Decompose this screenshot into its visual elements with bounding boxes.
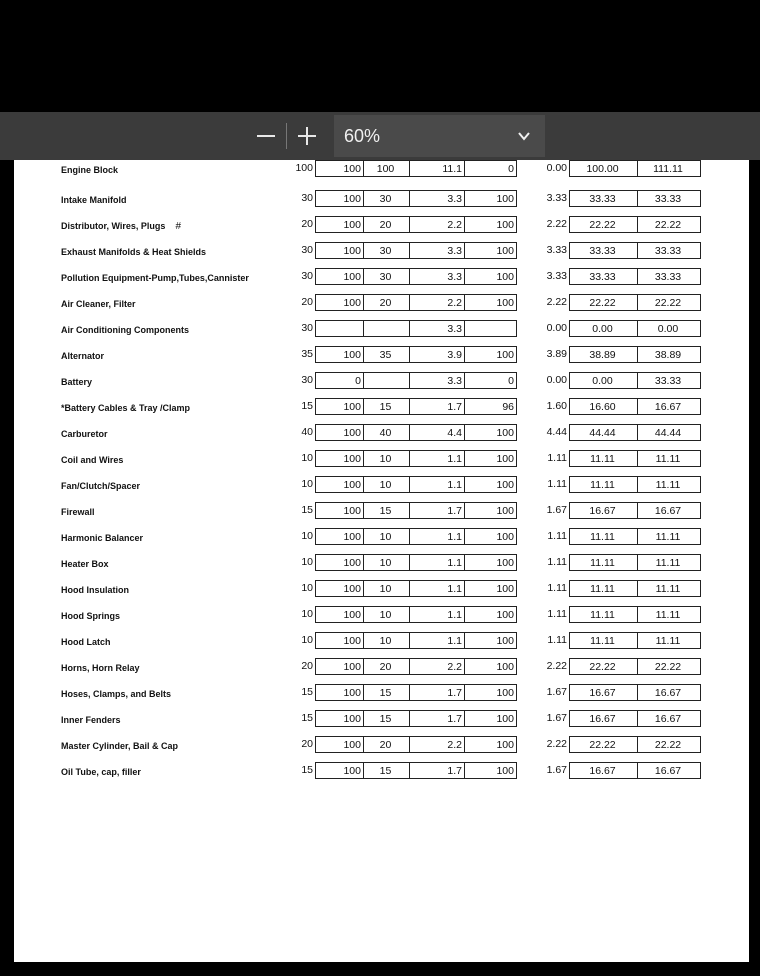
- cell-col-b: 100: [316, 528, 364, 545]
- cell-col-e: 100: [465, 580, 517, 597]
- cell-col-a: 20: [284, 216, 316, 233]
- cell-col-a: 15: [284, 684, 316, 701]
- cell-col-h: 11.11: [638, 580, 701, 597]
- cell-col-h: 22.22: [638, 736, 701, 753]
- cell-col-e: 100: [465, 658, 517, 675]
- cell-col-d: 1.7: [410, 762, 465, 779]
- cell-col-c: 10: [364, 528, 410, 545]
- row-label-text: Intake Manifold: [61, 195, 127, 205]
- cell-col-e: 96: [465, 398, 517, 415]
- table-row: [14, 762, 749, 788]
- cell-col-a: 15: [284, 710, 316, 727]
- cell-col-h: 33.33: [638, 242, 701, 259]
- table-row: [14, 372, 749, 398]
- cell-col-f: 3.89: [522, 346, 570, 363]
- cell-col-h: 11.11: [638, 632, 701, 649]
- cell-col-g: 0.00: [570, 372, 638, 389]
- cell-col-e: 100: [465, 710, 517, 727]
- cell-col-a: 10: [284, 580, 316, 597]
- cell-col-e: 100: [465, 736, 517, 753]
- cell-col-b: 100: [316, 710, 364, 727]
- table-row: [14, 554, 749, 580]
- cell-col-c: 15: [364, 502, 410, 519]
- cell-col-a: 10: [284, 476, 316, 493]
- cell-col-e: 100: [465, 242, 517, 259]
- cell-col-b: 100: [316, 398, 364, 415]
- row-label: [61, 767, 141, 777]
- cell-col-a: 10: [284, 528, 316, 545]
- cell-col-c: 10: [364, 450, 410, 467]
- cell-col-f: 1.11: [522, 450, 570, 467]
- cell-col-f: 3.33: [522, 190, 570, 207]
- cell-col-h: 11.11: [638, 554, 701, 571]
- cell-col-h: 16.67: [638, 502, 701, 519]
- cell-col-c: [364, 372, 410, 389]
- table-row: [14, 710, 749, 736]
- cell-col-a: 30: [284, 268, 316, 285]
- row-label-text: Alternator: [61, 351, 105, 361]
- cell-col-f: 0.00: [522, 160, 570, 177]
- cell-col-f: 1.67: [522, 684, 570, 701]
- cell-col-e: [465, 320, 517, 337]
- cell-col-d: 1.1: [410, 606, 465, 623]
- cell-col-g: 16.67: [570, 762, 638, 779]
- plus-icon: [297, 126, 317, 146]
- row-label-text: Fan/Clutch/Spacer: [61, 481, 141, 491]
- cell-col-b: 100: [316, 268, 364, 285]
- cell-col-d: 11.1: [410, 160, 465, 177]
- pdf-toolbar: [0, 112, 760, 160]
- table-row: [14, 160, 749, 186]
- row-note-mark: #: [175, 221, 181, 232]
- cell-col-b: 100: [316, 190, 364, 207]
- table-row: [14, 580, 749, 606]
- cell-col-c: 35: [364, 346, 410, 363]
- cell-col-e: 100: [465, 684, 517, 701]
- cell-col-f: 1.67: [522, 762, 570, 779]
- cell-col-g: 11.11: [570, 528, 638, 545]
- cell-col-c: 20: [364, 658, 410, 675]
- row-label: [61, 455, 123, 465]
- row-label: [61, 403, 190, 413]
- chevron-down-icon: [517, 129, 531, 143]
- cell-col-c: 15: [364, 710, 410, 727]
- cell-col-e: 100: [465, 216, 517, 233]
- cell-col-c: [364, 320, 410, 337]
- zoom-level-select[interactable]: [334, 115, 545, 157]
- row-label: [61, 533, 143, 543]
- cell-col-b: 100: [316, 606, 364, 623]
- cell-col-c: 15: [364, 762, 410, 779]
- cell-col-h: 0.00: [638, 320, 701, 337]
- cell-col-g: 33.33: [570, 242, 638, 259]
- cell-col-g: 33.33: [570, 268, 638, 285]
- cell-col-e: 100: [465, 606, 517, 623]
- cell-col-a: 20: [284, 294, 316, 311]
- cell-col-a: 20: [284, 736, 316, 753]
- cell-col-g: 38.89: [570, 346, 638, 363]
- cell-col-b: 100: [316, 502, 364, 519]
- cell-col-f: 2.22: [522, 658, 570, 675]
- cell-col-c: 15: [364, 398, 410, 415]
- cell-col-d: 1.7: [410, 398, 465, 415]
- cell-col-h: 11.11: [638, 606, 701, 623]
- row-label-text: Battery: [61, 377, 93, 387]
- cell-col-e: 100: [465, 502, 517, 519]
- cell-col-a: 30: [284, 372, 316, 389]
- cell-col-d: 2.2: [410, 216, 465, 233]
- cell-col-g: 16.67: [570, 684, 638, 701]
- row-label: [61, 221, 181, 232]
- table-row: [14, 476, 749, 502]
- row-label-text: Pollution Equipment-Pump,Tubes,Cannister: [61, 273, 249, 283]
- zoom-out-button[interactable]: [248, 118, 284, 154]
- cell-col-g: 16.67: [570, 502, 638, 519]
- cell-col-b: [316, 320, 364, 337]
- row-label-text: Engine Block: [61, 165, 119, 175]
- cell-col-a: 15: [284, 398, 316, 415]
- cell-col-f: 2.22: [522, 736, 570, 753]
- cell-col-g: 16.67: [570, 710, 638, 727]
- cell-col-h: 16.67: [638, 762, 701, 779]
- cell-col-d: 2.2: [410, 736, 465, 753]
- cell-col-a: 100: [284, 160, 316, 177]
- row-label: [61, 351, 104, 361]
- cell-col-a: 15: [284, 762, 316, 779]
- row-label: [61, 165, 118, 175]
- row-label: [61, 585, 129, 595]
- cell-col-b: 100: [316, 216, 364, 233]
- cell-col-d: 1.1: [410, 580, 465, 597]
- row-label: [61, 663, 140, 673]
- cell-col-e: 100: [465, 190, 517, 207]
- cell-col-a: 20: [284, 658, 316, 675]
- row-label: [61, 273, 249, 283]
- row-label-text: Distributor, Wires, Plugs: [61, 221, 166, 231]
- cell-col-d: 3.9: [410, 346, 465, 363]
- cell-col-a: 10: [284, 606, 316, 623]
- cell-col-g: 11.11: [570, 476, 638, 493]
- row-label: [61, 325, 189, 335]
- cell-col-g: 11.11: [570, 580, 638, 597]
- table-row: [14, 502, 749, 528]
- cell-col-c: 10: [364, 476, 410, 493]
- row-label: [61, 247, 206, 257]
- cell-col-c: 100: [364, 160, 410, 177]
- cell-col-h: 38.89: [638, 346, 701, 363]
- cell-col-f: 1.11: [522, 632, 570, 649]
- cell-col-h: 16.67: [638, 398, 701, 415]
- cell-col-b: 100: [316, 242, 364, 259]
- cell-col-d: 3.3: [410, 372, 465, 389]
- table-row: [14, 528, 749, 554]
- cell-col-e: 100: [465, 554, 517, 571]
- row-label: [61, 429, 108, 439]
- cell-col-b: 100: [316, 762, 364, 779]
- cell-col-c: 15: [364, 684, 410, 701]
- cell-col-a: 35: [284, 346, 316, 363]
- cell-col-b: 0: [316, 372, 364, 389]
- table-row: [14, 736, 749, 762]
- cell-col-f: 1.60: [522, 398, 570, 415]
- minus-icon: [256, 126, 276, 146]
- cell-col-h: 22.22: [638, 216, 701, 233]
- table-row: [14, 450, 749, 476]
- cell-col-h: 33.33: [638, 372, 701, 389]
- cell-col-a: 30: [284, 190, 316, 207]
- cell-col-e: 100: [465, 632, 517, 649]
- cell-col-c: 10: [364, 606, 410, 623]
- cell-col-g: 16.60: [570, 398, 638, 415]
- cell-col-b: 100: [316, 160, 364, 177]
- cell-col-d: 2.2: [410, 294, 465, 311]
- cell-col-d: 1.1: [410, 476, 465, 493]
- table-row: [14, 242, 749, 268]
- cell-col-a: 10: [284, 554, 316, 571]
- row-label-text: Hood Latch: [61, 637, 111, 647]
- cell-col-d: 4.4: [410, 424, 465, 441]
- cell-col-e: 100: [465, 528, 517, 545]
- cell-col-d: 3.3: [410, 268, 465, 285]
- cell-col-d: 3.3: [410, 320, 465, 337]
- row-label-text: Hood Springs: [61, 611, 120, 621]
- cell-col-b: 100: [316, 346, 364, 363]
- row-label-text: Horns, Horn Relay: [61, 663, 140, 673]
- row-label: [61, 741, 178, 751]
- cell-col-b: 100: [316, 424, 364, 441]
- cell-col-e: 0: [465, 160, 517, 177]
- row-label-text: Exhaust Manifolds & Heat Shields: [61, 247, 207, 257]
- cell-col-f: 1.67: [522, 710, 570, 727]
- cell-col-f: 1.11: [522, 606, 570, 623]
- cell-col-f: 0.00: [522, 372, 570, 389]
- zoom-divider: [286, 123, 287, 149]
- row-label-text: Firewall: [61, 507, 95, 517]
- cell-col-b: 100: [316, 554, 364, 571]
- zoom-level-value: 60%: [344, 125, 381, 146]
- cell-col-g: 44.44: [570, 424, 638, 441]
- cell-col-h: 33.33: [638, 190, 701, 207]
- cell-col-f: 2.22: [522, 216, 570, 233]
- cell-col-a: 15: [284, 502, 316, 519]
- cell-col-b: 100: [316, 580, 364, 597]
- zoom-controls: [248, 112, 325, 160]
- table-row: [14, 268, 749, 294]
- row-label: [61, 481, 140, 491]
- cell-col-d: 1.7: [410, 710, 465, 727]
- cell-col-b: 100: [316, 736, 364, 753]
- cell-col-b: 100: [316, 658, 364, 675]
- cell-col-g: 11.11: [570, 632, 638, 649]
- table-row: [14, 190, 749, 216]
- cell-col-b: 100: [316, 632, 364, 649]
- cell-col-h: 22.22: [638, 294, 701, 311]
- cell-col-f: 3.33: [522, 242, 570, 259]
- cell-col-d: 1.1: [410, 632, 465, 649]
- cell-col-d: 1.7: [410, 502, 465, 519]
- cell-col-c: 10: [364, 580, 410, 597]
- row-label-text: Hood Insulation: [61, 585, 129, 595]
- cell-col-f: 1.11: [522, 528, 570, 545]
- cell-col-d: 1.1: [410, 450, 465, 467]
- cell-col-c: 20: [364, 294, 410, 311]
- row-label-text: Coil and Wires: [61, 455, 124, 465]
- cell-col-e: 100: [465, 762, 517, 779]
- cell-col-e: 100: [465, 346, 517, 363]
- cell-col-g: 22.22: [570, 736, 638, 753]
- table-row: [14, 424, 749, 450]
- cell-col-g: 11.11: [570, 554, 638, 571]
- cell-col-b: 100: [316, 684, 364, 701]
- table-row: [14, 398, 749, 424]
- row-label: [61, 715, 121, 725]
- row-label-text: *Battery Cables & Tray /Clamp: [61, 403, 191, 413]
- cell-col-a: 10: [284, 450, 316, 467]
- cell-col-b: 100: [316, 450, 364, 467]
- table-row: [14, 320, 749, 346]
- cell-col-e: 0: [465, 372, 517, 389]
- cell-col-g: 11.11: [570, 450, 638, 467]
- cell-col-h: 111.11: [638, 160, 701, 177]
- cell-col-d: 1.1: [410, 554, 465, 571]
- cell-col-f: 0.00: [522, 320, 570, 337]
- cell-col-d: 1.7: [410, 684, 465, 701]
- cell-col-c: 30: [364, 268, 410, 285]
- cell-col-c: 10: [364, 632, 410, 649]
- table-row: [14, 294, 749, 320]
- row-label-text: Heater Box: [61, 559, 109, 569]
- row-label: [61, 507, 95, 517]
- cell-col-h: 11.11: [638, 528, 701, 545]
- row-label: [61, 377, 92, 387]
- cell-col-d: 1.1: [410, 528, 465, 545]
- table-row: [14, 658, 749, 684]
- cell-col-a: 30: [284, 242, 316, 259]
- cell-col-g: 11.11: [570, 606, 638, 623]
- cell-col-h: 11.11: [638, 476, 701, 493]
- cell-col-h: 33.33: [638, 268, 701, 285]
- row-label: [61, 299, 136, 309]
- row-label-text: Oil Tube, cap, filler: [61, 767, 141, 777]
- cell-col-g: 0.00: [570, 320, 638, 337]
- cell-col-c: 10: [364, 554, 410, 571]
- cell-col-g: 100.00: [570, 160, 638, 177]
- cell-col-f: 2.22: [522, 294, 570, 311]
- row-label: [61, 689, 171, 699]
- document-page: [14, 160, 749, 962]
- cell-col-b: 100: [316, 294, 364, 311]
- row-label-text: Inner Fenders: [61, 715, 121, 725]
- cell-col-g: 22.22: [570, 658, 638, 675]
- row-label: [61, 611, 120, 621]
- cell-col-d: 2.2: [410, 658, 465, 675]
- cell-col-f: 1.67: [522, 502, 570, 519]
- cell-col-h: 16.67: [638, 684, 701, 701]
- cell-col-e: 100: [465, 268, 517, 285]
- cell-col-f: 3.33: [522, 268, 570, 285]
- cell-col-h: 22.22: [638, 658, 701, 675]
- cell-col-a: 10: [284, 632, 316, 649]
- row-label-text: Air Conditioning Components: [61, 325, 189, 335]
- row-label: [61, 559, 109, 569]
- cell-col-e: 100: [465, 294, 517, 311]
- row-label-text: Air Cleaner, Filter: [61, 299, 136, 309]
- zoom-in-button[interactable]: [289, 118, 325, 154]
- cell-col-c: 40: [364, 424, 410, 441]
- cell-col-c: 20: [364, 736, 410, 753]
- cell-col-f: 1.11: [522, 580, 570, 597]
- cell-col-g: 22.22: [570, 216, 638, 233]
- cell-col-h: 16.67: [638, 710, 701, 727]
- cell-col-g: 22.22: [570, 294, 638, 311]
- row-label-text: Master Cylinder, Bail & Cap: [61, 741, 179, 751]
- table-row: [14, 684, 749, 710]
- cell-col-c: 30: [364, 242, 410, 259]
- cell-col-d: 3.3: [410, 242, 465, 259]
- cell-col-c: 20: [364, 216, 410, 233]
- cell-col-g: 33.33: [570, 190, 638, 207]
- row-label-text: Carburetor: [61, 429, 108, 439]
- cell-col-h: 11.11: [638, 450, 701, 467]
- cell-col-a: 40: [284, 424, 316, 441]
- cell-col-e: 100: [465, 476, 517, 493]
- table-row: [14, 346, 749, 372]
- table-row: [14, 606, 749, 632]
- cell-col-d: 3.3: [410, 190, 465, 207]
- cell-col-e: 100: [465, 450, 517, 467]
- table-row: [14, 216, 749, 242]
- cell-col-h: 44.44: [638, 424, 701, 441]
- row-label-text: Hoses, Clamps, and Belts: [61, 689, 172, 699]
- cell-col-c: 30: [364, 190, 410, 207]
- table-row: [14, 632, 749, 658]
- row-label: [61, 195, 127, 205]
- cell-col-a: 30: [284, 320, 316, 337]
- cell-col-f: 1.11: [522, 554, 570, 571]
- cell-col-f: 1.11: [522, 476, 570, 493]
- row-label-text: Harmonic Balancer: [61, 533, 144, 543]
- cell-col-e: 100: [465, 424, 517, 441]
- row-label: [61, 637, 111, 647]
- cell-col-f: 4.44: [522, 424, 570, 441]
- cell-col-b: 100: [316, 476, 364, 493]
